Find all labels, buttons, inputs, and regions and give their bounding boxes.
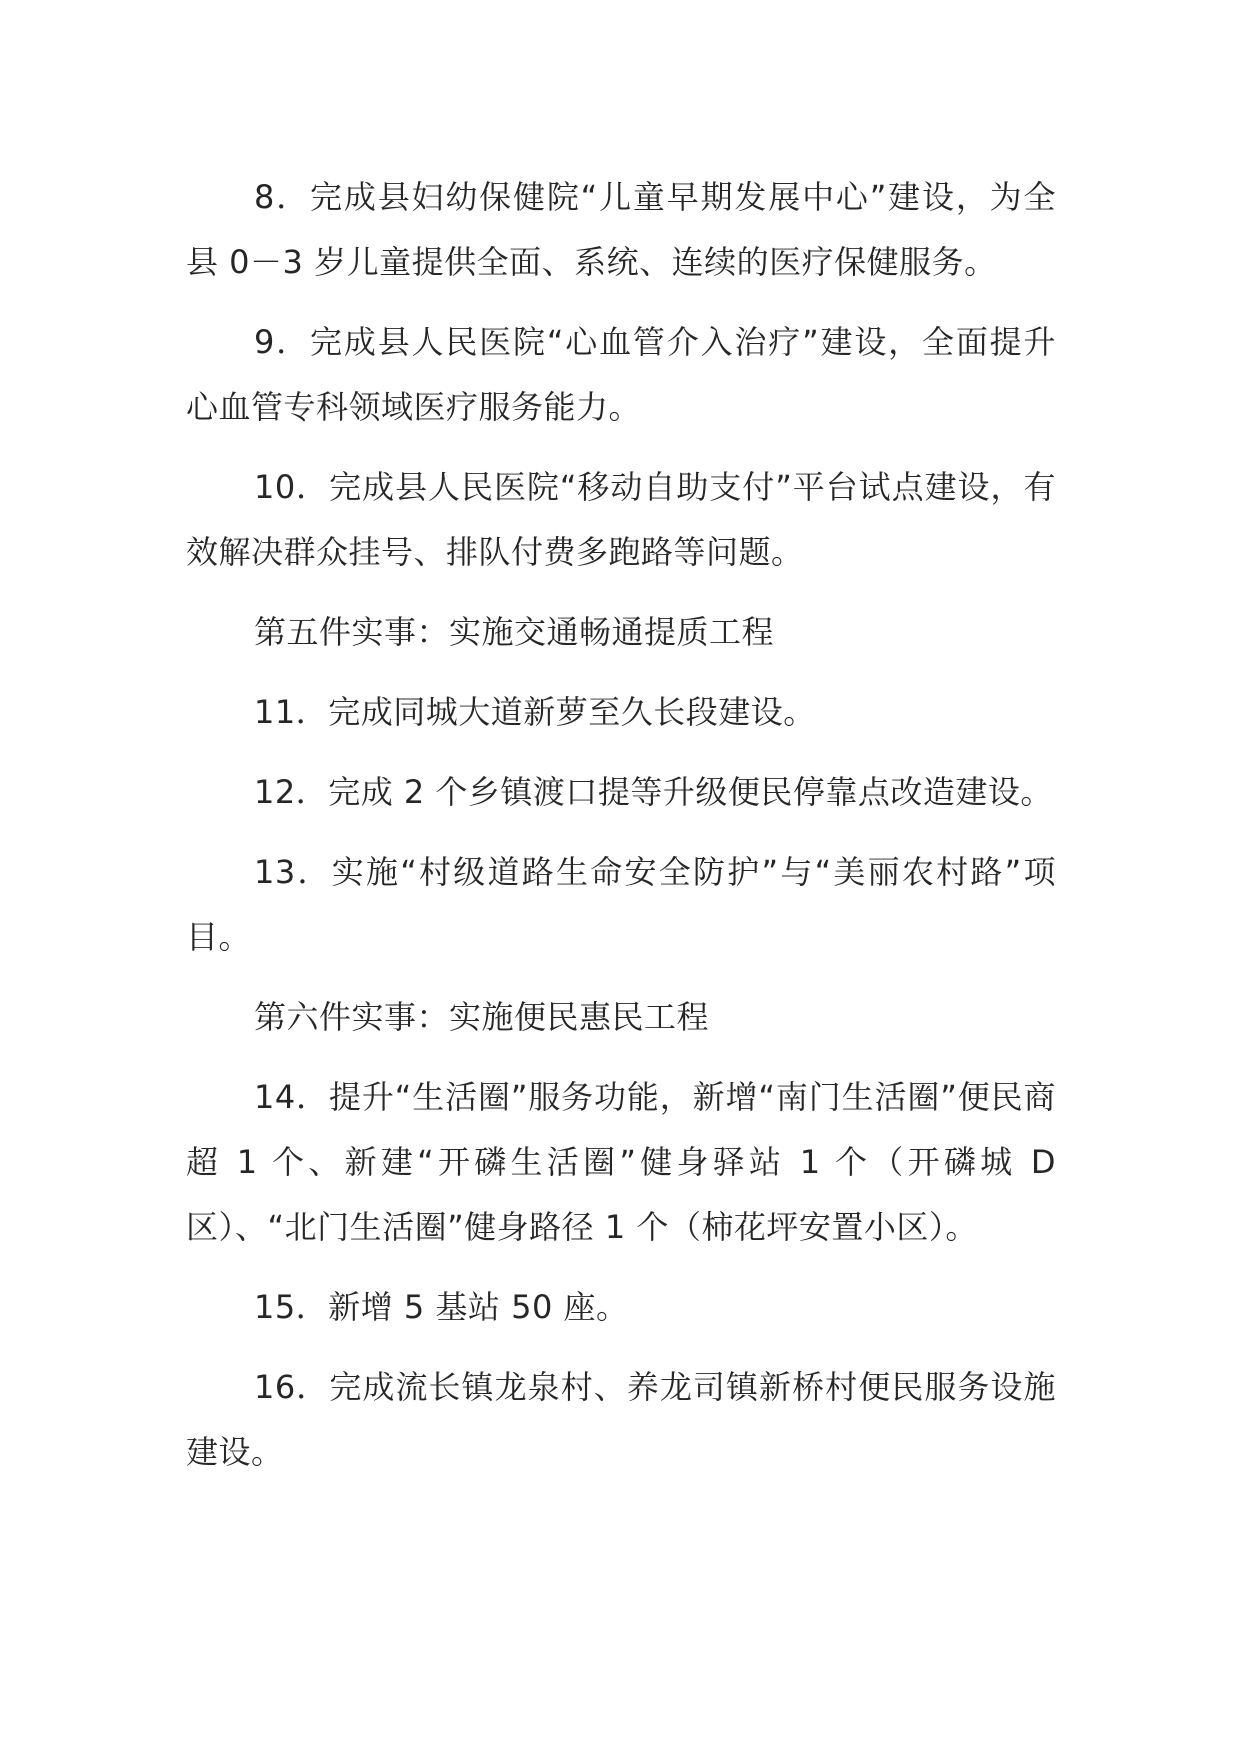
paragraph-item-15: 15．新增 5 基站 50 座。 <box>254 1288 629 1326</box>
paragraph-item-11: 11．完成同城大道新萝至久长段建设。 <box>254 693 816 731</box>
paragraph-item-14: 14．提升“生活圈”服务功能，新增“南门生活圈”便民商超 1 个、新建“开磷生活圈”健身驿站 1 个（开磷城 D 区）、“北门生活圈”健身路径 1 个（柿花坪安置小区）。 <box>186 1078 1056 1246</box>
paragraph-item-9: 9．完成县人民医院“心血管介入治疗”建设，全面提升心血管专科领域医疗服务能力。 <box>186 323 1056 426</box>
section-heading-five: 第五件实事：实施交通畅通提质工程 <box>254 613 775 651</box>
paragraph-item-10: 10．完成县人民医院“移动自助支付”平台试点建设，有效解决群众挂号、排队付费多跑路等问题。 <box>186 468 1056 571</box>
paragraph-item-8: 8．完成县妇幼保健院“儿童早期发展中心”建设，为全县 0－3 岁儿童提供全面、系统、连续的医疗保健服务。 <box>186 178 1056 281</box>
paragraph-item-12: 12．完成 2 个乡镇渡口提等升级便民停靠点改造建设。 <box>254 773 1053 811</box>
document-body <box>186 165 1056 1500</box>
paragraph-item-13: 13．实施“村级道路生命安全防护”与“美丽农村路”项目。 <box>186 853 1056 956</box>
section-heading-six: 第六件实事：实施便民惠民工程 <box>254 998 710 1036</box>
paragraph-item-16: 16．完成流长镇龙泉村、养龙司镇新桥村便民服务设施建设。 <box>186 1368 1056 1471</box>
